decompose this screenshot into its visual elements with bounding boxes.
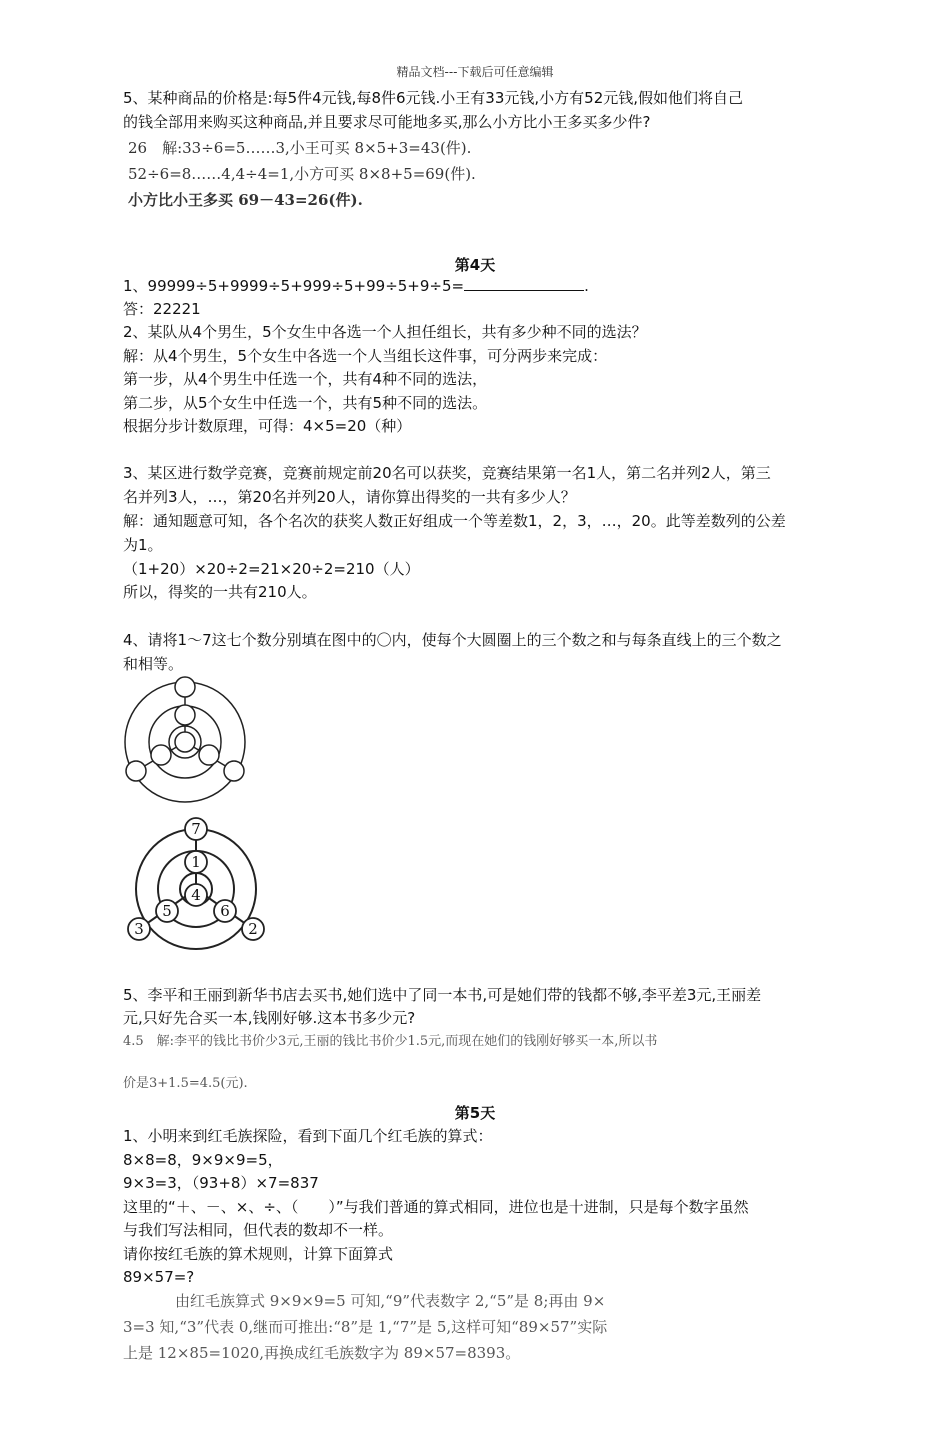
- day4-a5-line-2: 价是3+1.5=4.5(元).: [123, 1076, 248, 1091]
- day5-line-5: 与我们写法相同，但代表的数却不一样。: [123, 1221, 394, 1239]
- mid-right-node: [199, 745, 219, 765]
- day4-q3-line-1: 3、某区进行数学竞赛，竞赛前规定前20名可以获奖，竞赛结果第一名1人，第二名并列2人，第三: [123, 464, 771, 482]
- day4-a3-line-1: 解：通知题意可知，各个名次的获奖人数正好组成一个等差数1，2，3，…，20。此等差数列的公差: [123, 512, 786, 530]
- day4-a3-line-4: 所以，得奖的一共有210人。: [123, 583, 317, 601]
- circle-diagram-empty: [118, 672, 258, 804]
- day5-solution-line-2: 3=3 知,“3”代表 0,继而可推出:“8”是 1,“7”是 5,这样可知“89×57”实际: [123, 1318, 608, 1336]
- day5-line-3: 9×3=3，（93+8）×7=837: [123, 1174, 319, 1192]
- label-top: 7: [191, 820, 201, 838]
- day4-q2: 2、某队从4个男生，5个女生中各选一个人担任组长，共有多少种不同的选法？: [123, 323, 647, 341]
- outer-right-node: [224, 761, 244, 781]
- label-outer-left: 3: [134, 920, 144, 938]
- day4-a2-line-2: 第一步，从4个男生中任选一个，共有4种不同的选法，: [123, 370, 488, 388]
- p5-question-line-2: 的钱全部用来购买这种商品,并且要求尽可能地多买,那么小方比小王多买多少件?: [123, 113, 651, 131]
- day4-q1-text: 1、99999÷5+9999÷5+999÷5+99÷5+9÷5=: [123, 277, 465, 295]
- day5-line-7: 89×57=?: [123, 1268, 195, 1286]
- label-mid-right: 6: [220, 902, 230, 920]
- p5-solution-line-2: 52÷6=8……4,4÷4=1,小方可买 8×8+5=69(件).: [128, 165, 476, 183]
- page-header: 精品文档---下载后可任意编辑: [396, 65, 554, 79]
- day4-title: 第4天: [454, 256, 496, 274]
- label-upper: 1: [191, 853, 201, 871]
- day4-a1: 答：22221: [123, 300, 201, 318]
- day5-title: 第5天: [454, 1104, 496, 1122]
- circle-diagram-solved: [118, 812, 278, 950]
- p5-question-line-1: 5、某种商品的价格是:每5件4元钱,每8件6元钱.小王有33元钱,小方有52元钱,假如他们将自己: [123, 89, 744, 107]
- day5-q1: 1、小明来到红毛族探险，看到下面几个红毛族的算式：: [123, 1127, 493, 1145]
- day4-a3-line-2: 为1。: [123, 536, 163, 554]
- day5-solution-line-1: 由红毛族算式 9×9×9=5 可知,“9”代表数字 2,“5”是 8;再由 9×: [175, 1292, 606, 1310]
- day5-line-4: 这里的“＋、－、×、÷、（ ）”与我们普通的算式相同，进位也是十进制，只是每个数字虽然: [123, 1198, 749, 1216]
- day4-a2-line-4: 根据分步计数原理，可得：4×5=20（种）: [123, 417, 412, 435]
- answer-blank: [464, 276, 584, 291]
- day5-line-2: 8×8=8，9×9×9=5，: [123, 1151, 283, 1169]
- p5-solution-line-3: 小方比小王多买 69－43=26(件).: [128, 191, 363, 209]
- day4-a3-line-3: （1+20）×20÷2=21×20÷2=210（人）: [123, 560, 420, 578]
- p5-solution-line-1: 26 解:33÷6=5……3,小王可买 8×5+3=43(件).: [128, 139, 472, 157]
- label-outer-right: 2: [248, 920, 258, 938]
- day4-q5-line-1: 5、李平和王丽到新华书店去买书,她们选中了同一本书,可是她们带的钱都不够,李平差3元,王丽差: [123, 986, 762, 1004]
- center-node: [175, 732, 195, 752]
- day4-q4-line-2: 和相等。: [123, 655, 184, 673]
- day4-q5-line-2: 元,只好先合买一本,钱刚好够.这本书多少元?: [123, 1009, 416, 1027]
- day4-a2-line-1: 解：从4个男生，5个女生中各选一个人当组长这件事，可分两步来完成：: [123, 347, 608, 365]
- day4-q1-tail: .: [584, 277, 589, 295]
- top-node: [175, 677, 195, 697]
- outer-left-node: [126, 761, 146, 781]
- day5-line-6: 请你按红毛族的算术规则，计算下面算式: [123, 1245, 394, 1263]
- day4-q1: [123, 276, 589, 296]
- label-center: 4: [191, 886, 201, 904]
- day4-q4-line-1: 4、请将1～7这七个数分别填在图中的〇内，使每个大圆圈上的三个数之和与每条直线上的三个数之: [123, 631, 782, 649]
- mid-left-node: [151, 745, 171, 765]
- day4-a5-line-1: 4.5 解:李平的钱比书价少3元,王丽的钱比书价少1.5元,而现在她们的钱刚好够买一本,所以书: [123, 1034, 658, 1049]
- day5-solution-line-3: 上是 12×85=1020,再换成红毛族数字为 89×57=8393。: [123, 1344, 521, 1362]
- upper-node: [175, 705, 195, 725]
- label-mid-left: 5: [162, 902, 172, 920]
- day4-q3-line-2: 名并列3人，…，第20名并列20人，请你算出得奖的一共有多少人？: [123, 488, 576, 506]
- day4-a2-line-3: 第二步，从5个女生中任选一个，共有5种不同的选法。: [123, 394, 488, 412]
